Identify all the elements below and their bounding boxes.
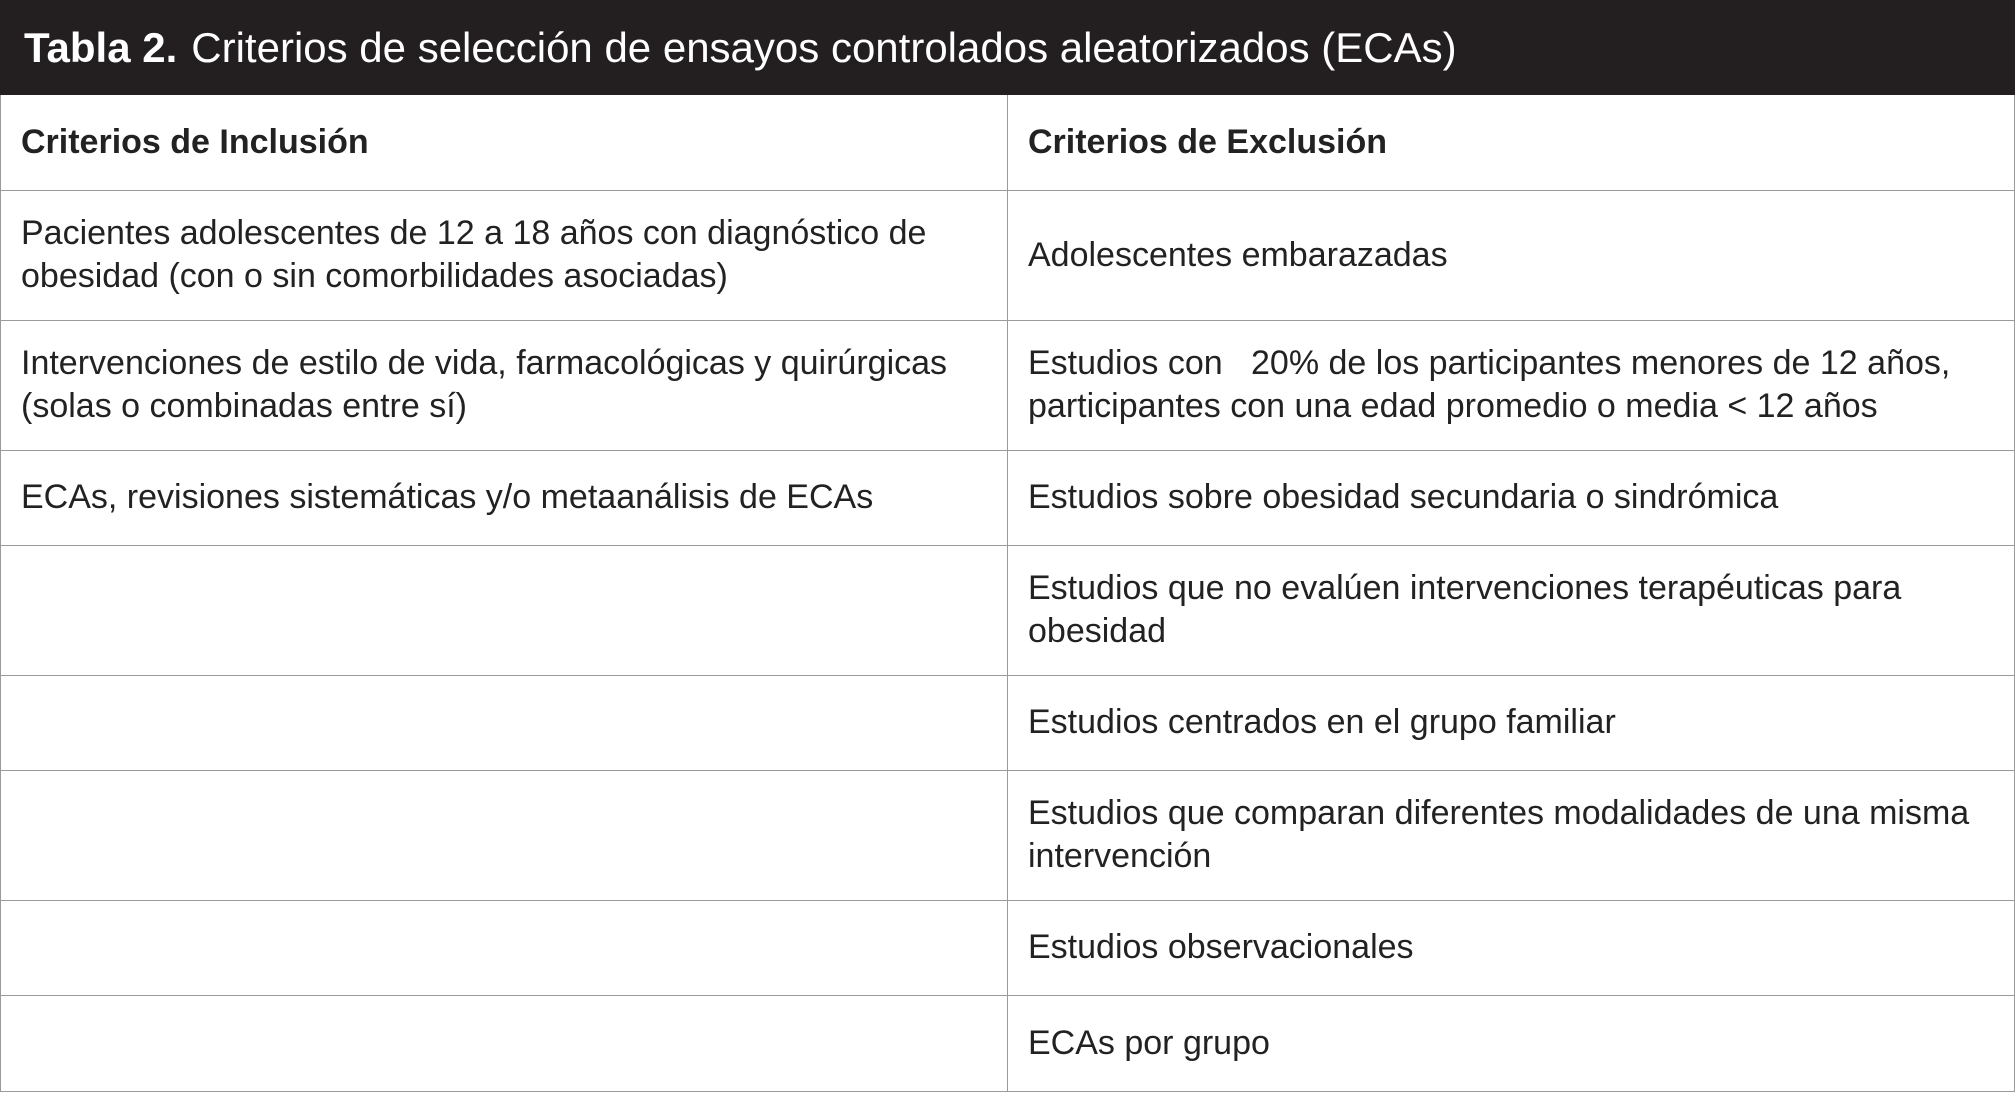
inclusion-cell bbox=[1, 545, 1008, 675]
table-row bbox=[1, 545, 2015, 675]
exclusion-cell: Estudios observacionales bbox=[1008, 900, 2015, 995]
table-title: Criterios de selección de ensayos controlados aleatorizados (ECAs) bbox=[191, 23, 1457, 71]
table-header-row bbox=[1, 95, 2015, 190]
exclusion-cell: Estudios que comparan diferentes modalidades de una misma intervención bbox=[1008, 770, 2015, 900]
inclusion-header: Criterios de Inclusión bbox=[1, 95, 1008, 190]
exclusion-cell: Estudios centrados en el grupo familiar bbox=[1008, 675, 2015, 770]
table-row bbox=[1, 675, 2015, 770]
inclusion-cell bbox=[1, 995, 1008, 1091]
table-row bbox=[1, 995, 2015, 1091]
table-row bbox=[1, 450, 2015, 545]
table-number-label: Tabla 2. bbox=[24, 23, 178, 71]
table-row bbox=[1, 900, 2015, 995]
inclusion-cell bbox=[1, 675, 1008, 770]
criteria-table bbox=[0, 95, 2015, 1092]
inclusion-cell: Pacientes adolescentes de 12 a 18 años con diagnóstico de obesidad (con o sin comorbilidades asociadas) bbox=[1, 190, 1008, 320]
exclusion-cell: Estudios que no evalúen intervenciones terapéuticas para obesidad bbox=[1008, 545, 2015, 675]
inclusion-cell bbox=[1, 900, 1008, 995]
inclusion-cell: Intervenciones de estilo de vida, farmacológicas y quirúrgicas (solas o combinadas entre sí) bbox=[1, 320, 1008, 450]
exclusion-cell: Estudios con 20% de los participantes menores de 12 años, participantes con una edad promedio o media < 12 años bbox=[1008, 320, 2015, 450]
exclusion-cell: Estudios sobre obesidad secundaria o sindrómica bbox=[1008, 450, 2015, 545]
exclusion-cell: Adolescentes embarazadas bbox=[1008, 190, 2015, 320]
table-row bbox=[1, 190, 2015, 320]
exclusion-header: Criterios de Exclusión bbox=[1008, 95, 2015, 190]
inclusion-cell: ECAs, revisiones sistemáticas y/o metaanálisis de ECAs bbox=[1, 450, 1008, 545]
table-row bbox=[1, 320, 2015, 450]
table-row bbox=[1, 770, 2015, 900]
exclusion-cell: ECAs por grupo bbox=[1008, 995, 2015, 1091]
inclusion-cell bbox=[1, 770, 1008, 900]
table-title-bar bbox=[0, 0, 2015, 95]
